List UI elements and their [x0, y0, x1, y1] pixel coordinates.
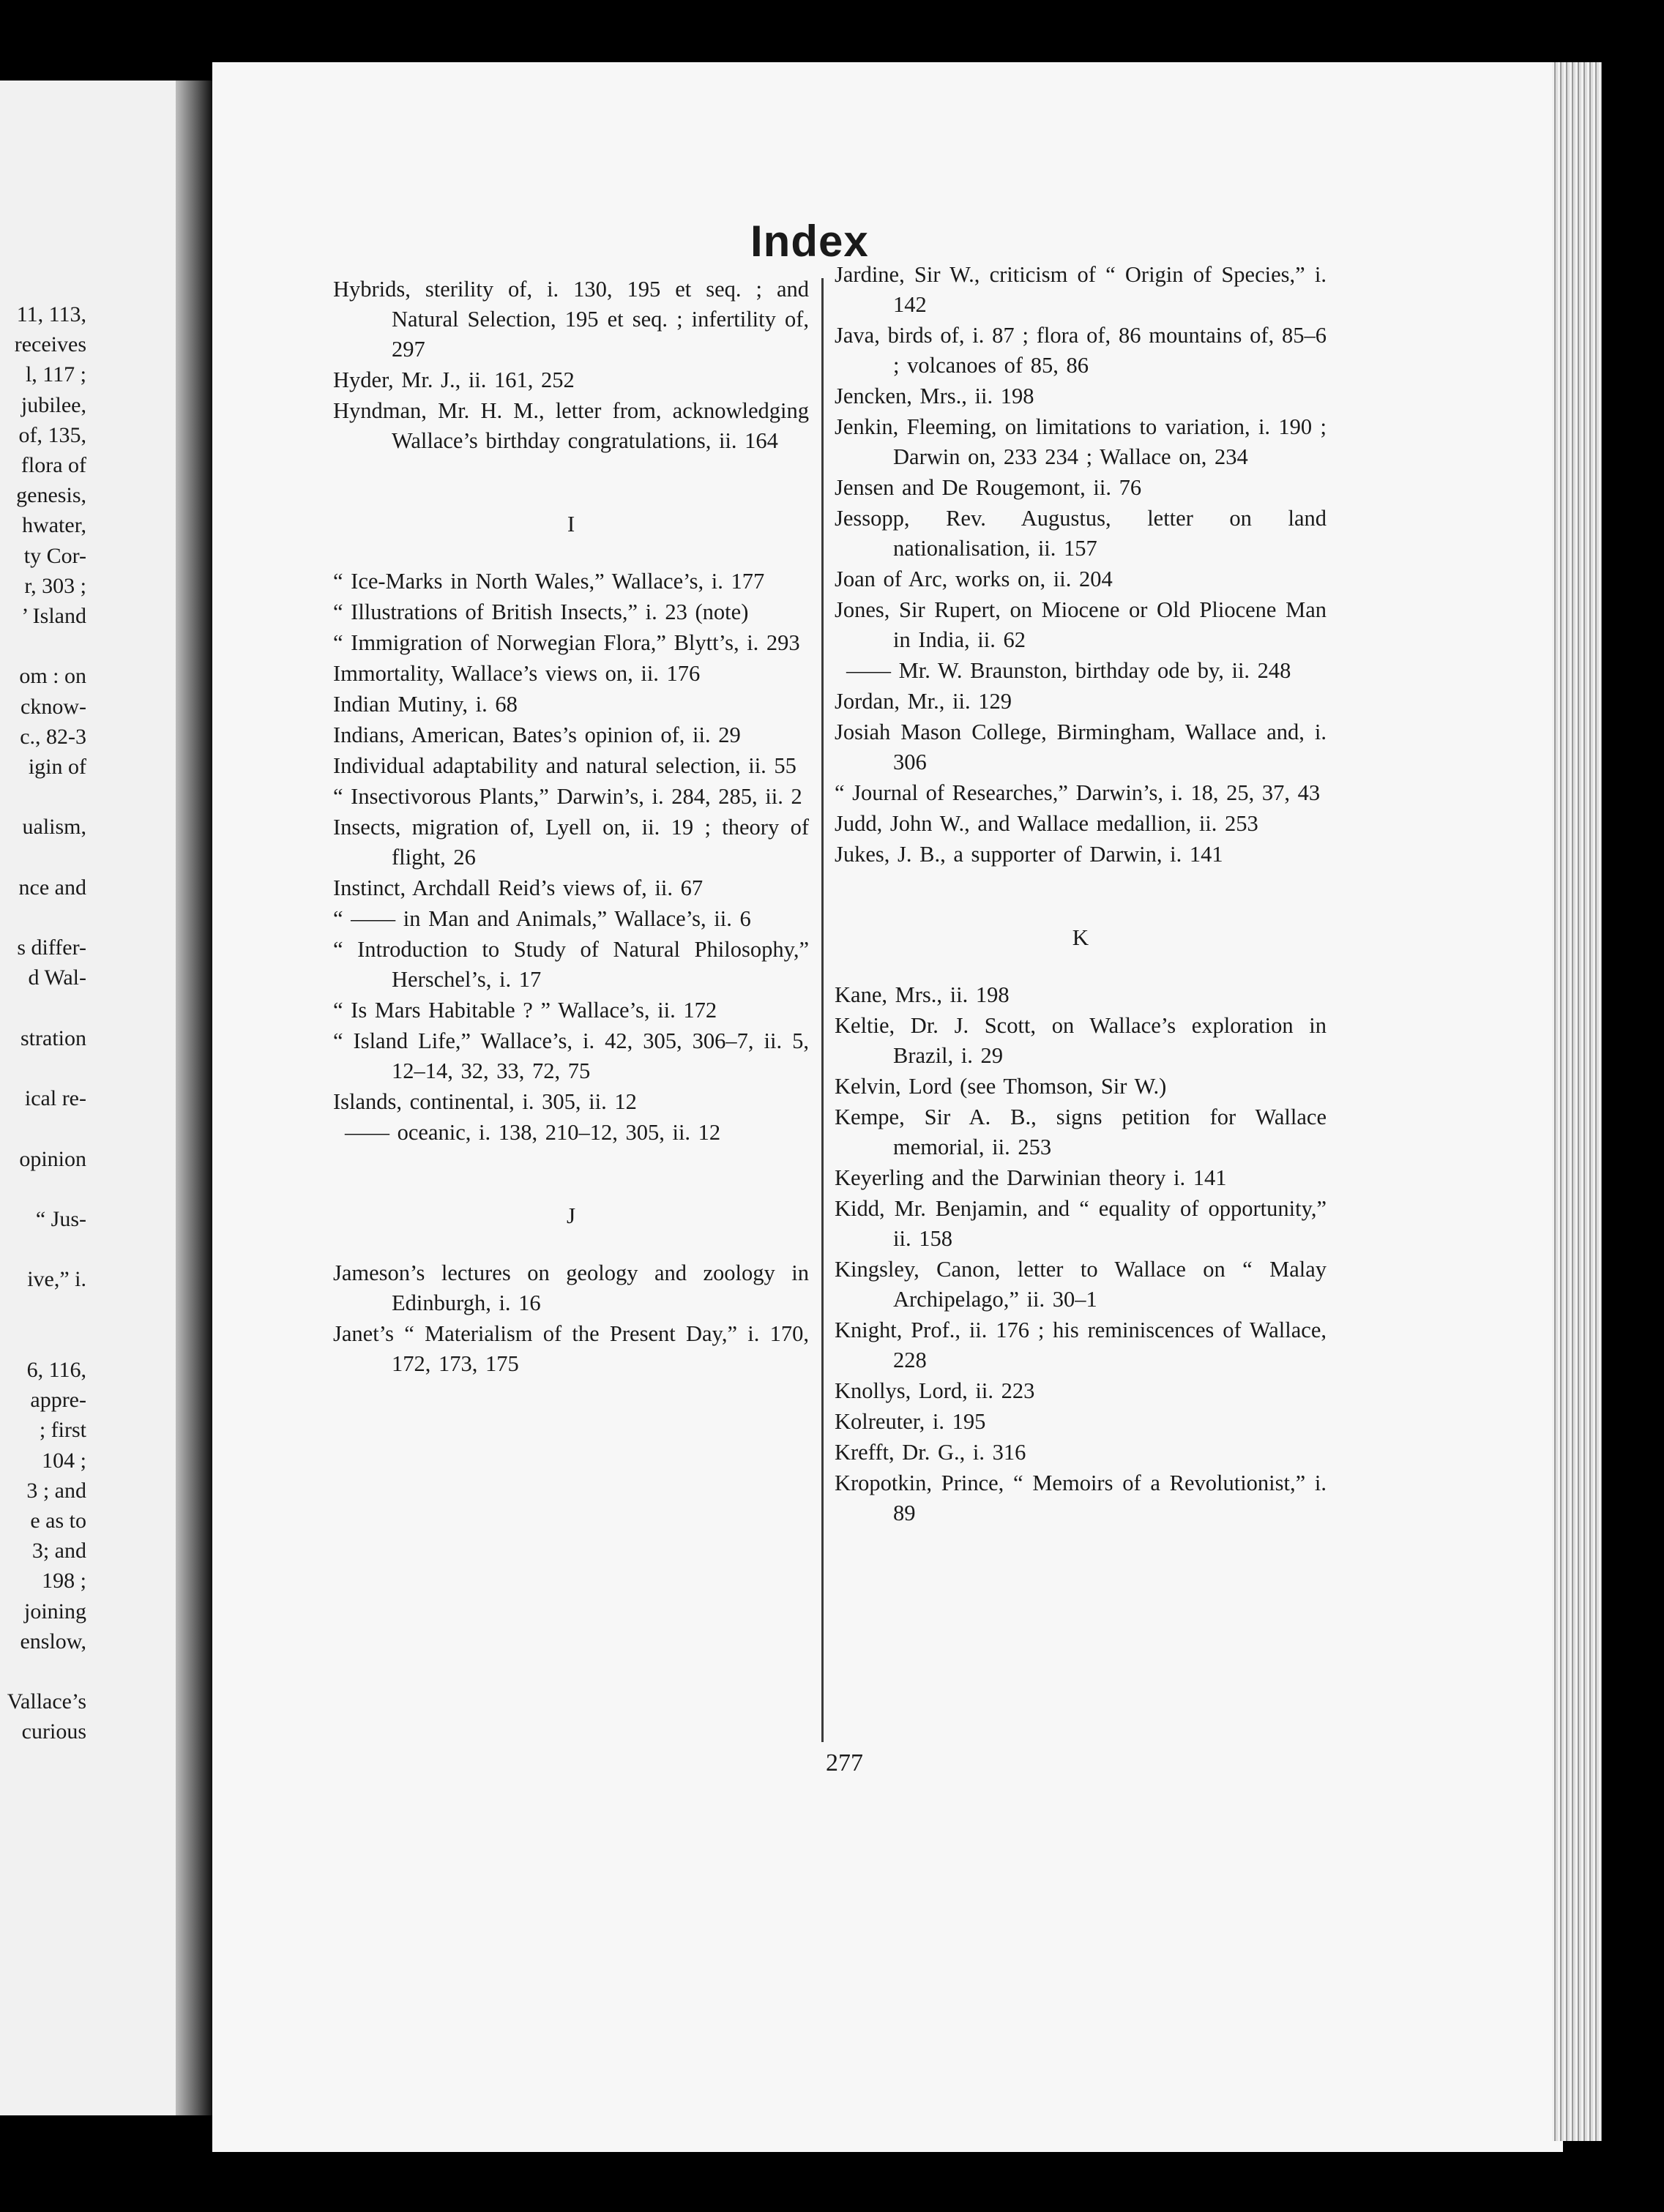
facing-page-line: ical re- [24, 1086, 86, 1111]
index-entry: Krefft, Dr. G., i. 316 [835, 1440, 1026, 1465]
index-entry: Joan of Arc, works on, ii. 204 [835, 567, 1113, 591]
index-entry: Kolreuter, i. 195 [835, 1409, 986, 1434]
facing-page-line: e as to [30, 1509, 86, 1533]
index-entry: “ Journal of Researches,” Darwin’s, i. 18, 25, 37, 43 [835, 780, 1321, 805]
facing-page-line: 104 ; [42, 1448, 86, 1473]
facing-page-line: 3; and [31, 1539, 86, 1563]
index-entry: Knollys, Lord, ii. 223 [835, 1378, 1035, 1403]
facing-page-line: 3 ; and [26, 1478, 86, 1503]
index-entry: Islands, continental, i. 305, ii. 12 [333, 1089, 637, 1114]
facing-page-line: nce and [18, 875, 86, 900]
index-letter-heading: K [1072, 924, 1089, 950]
index-entry: “ Island Life,” Wallace’s, i. 42, 305, 306–7, ii. 5, 12–14, 32, 33, 72, 75 [333, 1028, 809, 1083]
facing-page-line: stration [20, 1025, 86, 1050]
facing-page-line: appre- [30, 1388, 86, 1413]
index-column-1 [333, 274, 809, 1380]
facing-page-line: igin of [28, 755, 86, 779]
facing-page-line: d Wal- [28, 965, 86, 990]
index-entry: “ Illustrations of British Insects,” i. 23 (note) [333, 599, 749, 624]
facing-page-line: cknow- [20, 694, 86, 719]
facing-page-line: of, 135, [18, 422, 86, 447]
index-letter-heading: I [567, 511, 575, 537]
index-entry: Kane, Mrs., ii. 198 [835, 982, 1010, 1007]
facing-page-line: opinion [19, 1146, 86, 1171]
facing-page-line: curious [21, 1719, 86, 1744]
facing-page-line: ualism, [22, 815, 86, 840]
index-entry: Kempe, Sir A. B., signs petition for Wallace memorial, ii. 253 [835, 1105, 1327, 1159]
index-entry: Instinct, Archdall Reid’s views of, ii. 67 [333, 875, 704, 900]
index-entry: “ Insectivorous Plants,” Darwin’s, i. 284, 285, ii. 2 [333, 784, 802, 809]
index-entry: “ Ice-Marks in North Wales,” Wallace’s, i. 177 [333, 569, 765, 594]
index-entry: Insects, migration of, Lyell on, ii. 19 ; theory of flight, 26 [333, 815, 809, 870]
index-entry: “ Introduction to Study of Natural Philosophy,” Herschel’s, i. 17 [333, 937, 809, 992]
index-entry: Keltie, Dr. J. Scott, on Wallace’s exploration in Brazil, i. 29 [835, 1013, 1327, 1068]
index-entry: Jones, Sir Rupert, on Miocene or Old Pliocene Man in India, ii. 62 [835, 597, 1327, 652]
facing-page-line: l, 117 ; [25, 362, 86, 387]
facing-page-line: 6, 116, [26, 1358, 86, 1382]
index-sub-entry: —— Mr. W. Braunston, birthday ode by, ii. 248 [846, 658, 1291, 683]
index-entry: Hyndman, Mr. H. M., letter from, acknowledging Wallace’s birthday congratulations, ii. 164 [333, 398, 809, 453]
index-entry: “ Immigration of Norwegian Flora,” Blytt’s, i. 293 [333, 630, 800, 655]
index-entry: Kingsley, Canon, letter to Wallace on “ Malay Archipelago,” ii. 30–1 [835, 1257, 1327, 1312]
index-entry: Jardine, Sir W., criticism of “ Origin of Species,” i. 142 [835, 262, 1327, 317]
index-entry: Individual adaptability and natural selection, ii. 55 [333, 753, 796, 778]
facing-page-line: c., 82-3 [20, 724, 86, 749]
facing-page-line: 11, 113, [16, 302, 86, 326]
index-entry: Kidd, Mr. Benjamin, and “ equality of opportunity,” ii. 158 [835, 1196, 1327, 1251]
index-entry: Keyerling and the Darwinian theory i. 141 [835, 1165, 1227, 1190]
index-entry: Janet’s “ Materialism of the Present Day,” i. 170, 172, 173, 175 [333, 1321, 809, 1376]
facing-page-line: ty Cor- [23, 543, 86, 568]
facing-page-line: flora of [20, 453, 86, 477]
column-divider [821, 278, 824, 1742]
index-entry: Jessopp, Rev. Augustus, letter on land nationalisation, ii. 157 [835, 506, 1327, 561]
index-entry: Hybrids, sterility of, i. 130, 195 et seq. ; and Natural Selection, 195 et seq. ; infertility of, 297 [333, 277, 809, 362]
index-entry: Hyder, Mr. J., ii. 161, 252 [333, 367, 575, 392]
facing-page-line: ive,” i. [27, 1267, 86, 1292]
facing-page-line: om : on [19, 664, 86, 689]
index-entry: Josiah Mason College, Birmingham, Wallace and, i. 306 [835, 720, 1327, 774]
facing-page-line: ’ Island [21, 604, 86, 628]
index-entry: Indians, American, Bates’s opinion of, ii. 29 [333, 722, 741, 747]
page-title: Index [750, 217, 869, 266]
facing-page-line: s differ- [17, 935, 86, 960]
index-entry: Jukes, J. B., a supporter of Darwin, i. 141 [835, 842, 1223, 867]
index-column-2 [835, 260, 1327, 1529]
index-entry: “ Is Mars Habitable ? ” Wallace’s, ii. 172 [333, 998, 717, 1023]
index-entry: Immortality, Wallace’s views on, ii. 176 [333, 661, 701, 686]
page-number: 277 [826, 1749, 863, 1776]
facing-page-line: hwater, [22, 513, 86, 538]
facing-page-line: ; first [39, 1418, 86, 1443]
index-entry: Jordan, Mr., ii. 129 [835, 689, 1012, 714]
index-entry: “ —— in Man and Animals,” Wallace’s, ii. 6 [333, 906, 751, 931]
page-edges [1552, 62, 1602, 2141]
index-entry: Kelvin, Lord (see Thomson, Sir W.) [835, 1074, 1167, 1099]
index-entry: Java, birds of, i. 87 ; flora of, 86 mountains of, 85–6 ; volcanoes of 85, 86 [835, 323, 1327, 378]
index-entry: Jenkin, Fleeming, on limitations to variation, i. 190 ; Darwin on, 233 234 ; Wallace on, 234 [835, 414, 1327, 469]
index-entry: Kropotkin, Prince, “ Memoirs of a Revolutionist,” i. 89 [835, 1471, 1327, 1525]
facing-page-line: 198 ; [42, 1569, 86, 1593]
facing-page-line: enslow, [20, 1629, 86, 1654]
index-entry: Judd, John W., and Wallace medallion, ii. 253 [835, 811, 1258, 836]
book-gutter [176, 81, 212, 2115]
facing-page-line: genesis, [16, 483, 86, 508]
index-entry: Indian Mutiny, i. 68 [333, 692, 518, 717]
facing-page-line: joining [23, 1599, 86, 1623]
index-letter-heading: J [566, 1203, 576, 1228]
facing-page-line: jubilee, [20, 392, 86, 417]
index-entry: Jencken, Mrs., ii. 198 [835, 384, 1034, 408]
index-entry: Knight, Prof., ii. 176 ; his reminiscences of Wallace, 228 [835, 1318, 1327, 1372]
facing-page-line: receives [14, 332, 86, 357]
facing-page-line: r, 303 ; [24, 573, 86, 598]
index-entry: Jensen and De Rougemont, ii. 76 [835, 475, 1142, 500]
index-entry: Jameson’s lectures on geology and zoology in Edinburgh, i. 16 [333, 1260, 809, 1315]
facing-page-line: “ Jus- [35, 1207, 86, 1231]
index-sub-entry: —— oceanic, i. 138, 210–12, 305, ii. 12 [345, 1120, 721, 1145]
facing-page-line: Vallace’s [7, 1689, 86, 1714]
